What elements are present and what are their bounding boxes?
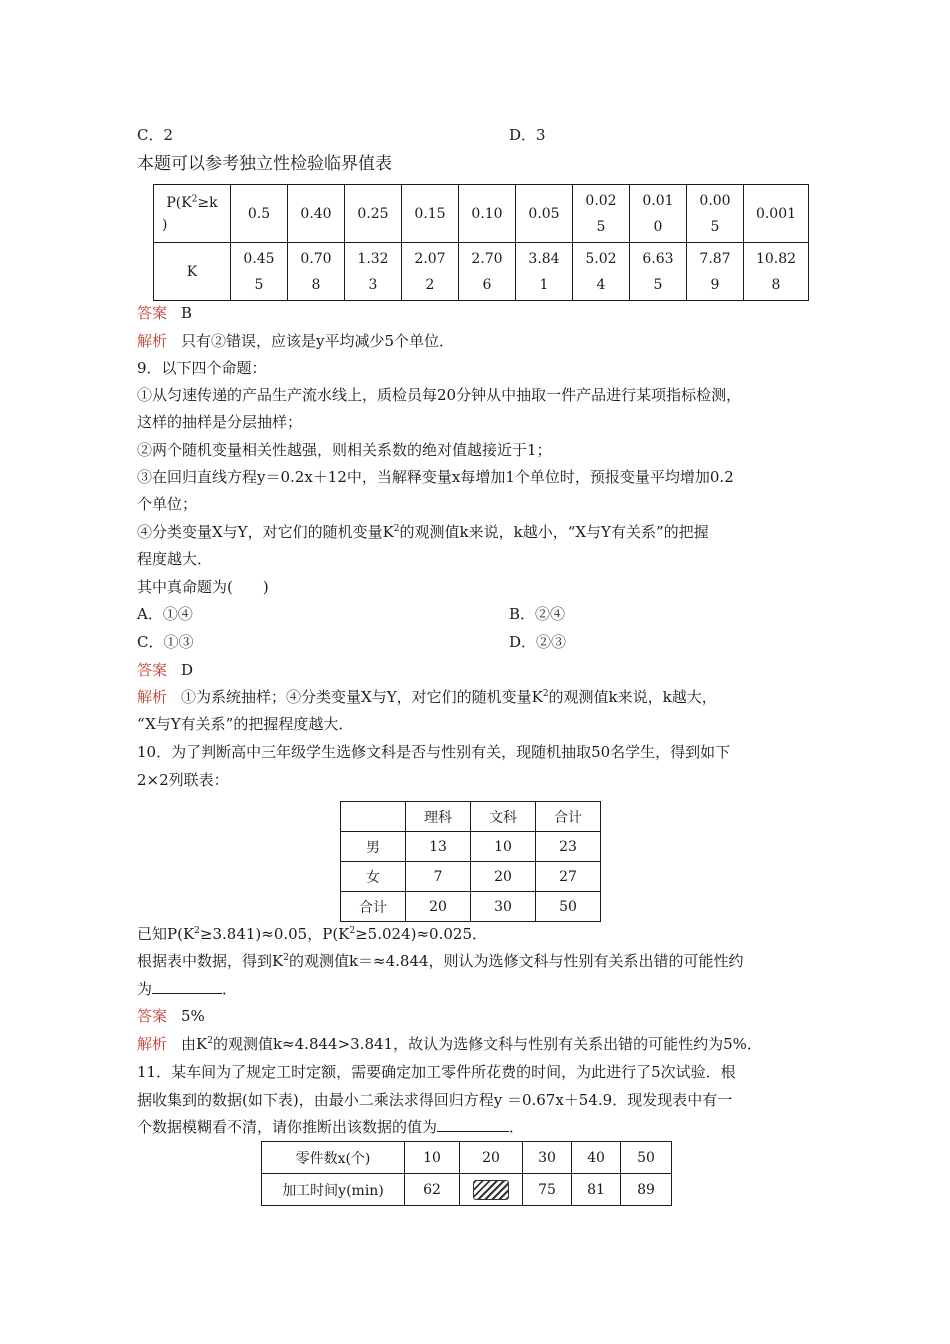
table-cell: 40: [572, 1142, 621, 1174]
table-header-cell: 加工时间y(min): [262, 1174, 405, 1206]
q10-calc-line2: 为 ．: [137, 980, 238, 998]
q11-stem-line1: 11．某车间为了规定工时定额，需要确定加工零件所花费的时间，为此进行了5次试验．根: [137, 1063, 736, 1081]
q9-answer: 答案 D: [137, 661, 194, 679]
q9-analysis-line1: 解析 ①为系统抽样；④分类变量X与Y，对它们的随机变量$K^2$的观测值k来说，k越大，: [137, 688, 717, 706]
q9-prop4-line2: 程度越大．: [137, 550, 213, 568]
table-cell: 0.45 5: [231, 243, 288, 301]
table-header-cell: 理科: [406, 802, 471, 832]
q9-option-b: B．②④: [509, 605, 566, 623]
q9-prop1-line1: ①从匀速传递的产品生产流水线上，质检员每20分钟从中抽取一件产品进行某项指标检测，: [137, 386, 742, 404]
table-header-cell: 零件数x(个): [262, 1142, 405, 1174]
table-row: [341, 802, 601, 832]
table-cell: 5.02 4: [573, 243, 630, 301]
q10-analysis: 解析 由$K^2$的观测值k≈4.844>3.841，故认为选修文科与性别有关系出错的可能性约为5%．: [137, 1035, 762, 1053]
q11-stem-line3: 个数据模糊看不清，请你推断出该数据的值为 ．: [137, 1118, 525, 1136]
q9-option-a: A．①④: [137, 605, 193, 623]
q10-calc-line1: 根据表中数据，得到$K^2$的观测值k＝≈4.844，则认为选修文科与性别有关系出错的可能性约: [137, 952, 744, 970]
table-header-cell: K: [154, 243, 231, 301]
table-cell: 20: [471, 862, 536, 892]
q9-ask: 其中真命题为( ): [137, 578, 269, 596]
answer-blank[interactable]: [152, 979, 222, 994]
table-cell: 3.84 1: [516, 243, 573, 301]
q9-prop3-line1: ③在回归直线方程y＝0.2x＋12中，当解释变量x每增加1个单位时，预报变量平均增加0.2: [137, 468, 734, 486]
table-cell: 30: [471, 892, 536, 922]
table-cell: 0.05: [516, 185, 573, 243]
table-cell: 0.001: [744, 185, 809, 243]
table-cell: 89: [621, 1174, 672, 1206]
table-cell: 男: [341, 832, 406, 862]
q9-prop2: ②两个随机变量相关性越强，则相关系数的绝对值越接近于1；: [137, 441, 552, 459]
table-cell: 13: [406, 832, 471, 862]
q11-stem-line2: 据收集到的数据(如下表)，由最小二乘法求得回归方程y ＝0.67x＋54.9．现发现表中有一: [137, 1091, 733, 1109]
q10-answer: 答案 5%: [137, 1007, 205, 1025]
table-header-cell: 文科: [471, 802, 536, 832]
table-cell: 0.00 5: [687, 185, 744, 243]
table-cell: 20: [460, 1142, 523, 1174]
table-cell: 50: [621, 1142, 672, 1174]
table-cell: 50: [536, 892, 601, 922]
table-cell: 7: [406, 862, 471, 892]
table-cell: 23: [536, 832, 601, 862]
table-cell: 10: [471, 832, 536, 862]
table-cell: 0.02 5: [573, 185, 630, 243]
answer-blank[interactable]: [437, 1117, 509, 1132]
table-row: [341, 862, 601, 892]
table-cell: 合计: [341, 892, 406, 922]
table-cell: 27: [536, 862, 601, 892]
table-row: [154, 243, 809, 301]
table-row: [341, 892, 601, 922]
q9-prop3-line2: 个单位；: [137, 495, 198, 513]
table-cell: 81: [572, 1174, 621, 1206]
table-cell: 0.70 8: [288, 243, 345, 301]
option-d: D．3: [509, 126, 546, 144]
table-cell: 6.63 5: [630, 243, 687, 301]
q8-answer: 答案 B: [137, 304, 193, 322]
table-cell: 0.40: [288, 185, 345, 243]
q9-analysis-line2: “X与Y有关系”的把握程度越大．: [137, 715, 354, 733]
table-cell: 10: [405, 1142, 460, 1174]
table-cell: 女: [341, 862, 406, 892]
table-row: [262, 1174, 672, 1206]
table-cell: 2.07 2: [402, 243, 459, 301]
contingency-table: [340, 801, 601, 922]
table-cell: 62: [405, 1174, 460, 1206]
q9-stem: 9．以下四个命题：: [137, 359, 267, 377]
table-cell: 0.5: [231, 185, 288, 243]
table-cell: 0.15: [402, 185, 459, 243]
table-cell: 1.32 3: [345, 243, 402, 301]
table-cell: 10.82 8: [744, 243, 809, 301]
table-header-cell: [341, 802, 406, 832]
blurred-cell: [460, 1174, 523, 1206]
blurred-value-image: [473, 1180, 509, 1200]
q8-analysis: 解析 只有②错误，应该是y平均减少5个单位．: [137, 332, 455, 350]
q10-stem-line1: 10．为了判断高中三年级学生选修文科是否与性别有关，现随机抽取50名学生，得到如下: [137, 743, 731, 761]
q9-option-d: D．②③: [509, 633, 567, 651]
table-cell: 30: [523, 1142, 572, 1174]
q9-prop1-line2: 这样的抽样是分层抽样；: [137, 413, 303, 431]
table-header-cell: 合计: [536, 802, 601, 832]
table-row: [154, 185, 809, 243]
table-cell: 2.70 6: [459, 243, 516, 301]
q10-known: 已知$P(K^2\ge 3.841)\approx 0.05$，$P(K^2\ge 5.024)\approx 0.025$．: [137, 925, 487, 943]
table-cell: 75: [523, 1174, 572, 1206]
table-cell: 20: [406, 892, 471, 922]
q9-option-c: C．①③: [137, 633, 194, 651]
q10-stem-line2: 2×2列联表：: [137, 771, 229, 789]
regression-data-table: [261, 1141, 672, 1206]
option-c: C．2: [137, 126, 174, 144]
crit-table-title: 本题可以参考独立性检验临界值表: [137, 154, 392, 174]
table-cell: 7.87 9: [687, 243, 744, 301]
table-cell: 0.01 0: [630, 185, 687, 243]
table-cell: 0.25: [345, 185, 402, 243]
table-header-cell: $P(K^2\ge k$ ): [154, 185, 231, 243]
q9-prop4-line1: ④分类变量X与Y，对它们的随机变量$K^2$的观测值k来说，k越小，“X与Y有关系”的把握: [137, 523, 709, 541]
table-row: [341, 832, 601, 862]
table-row: [262, 1142, 672, 1174]
critical-value-table: [153, 184, 809, 301]
table-cell: 0.10: [459, 185, 516, 243]
